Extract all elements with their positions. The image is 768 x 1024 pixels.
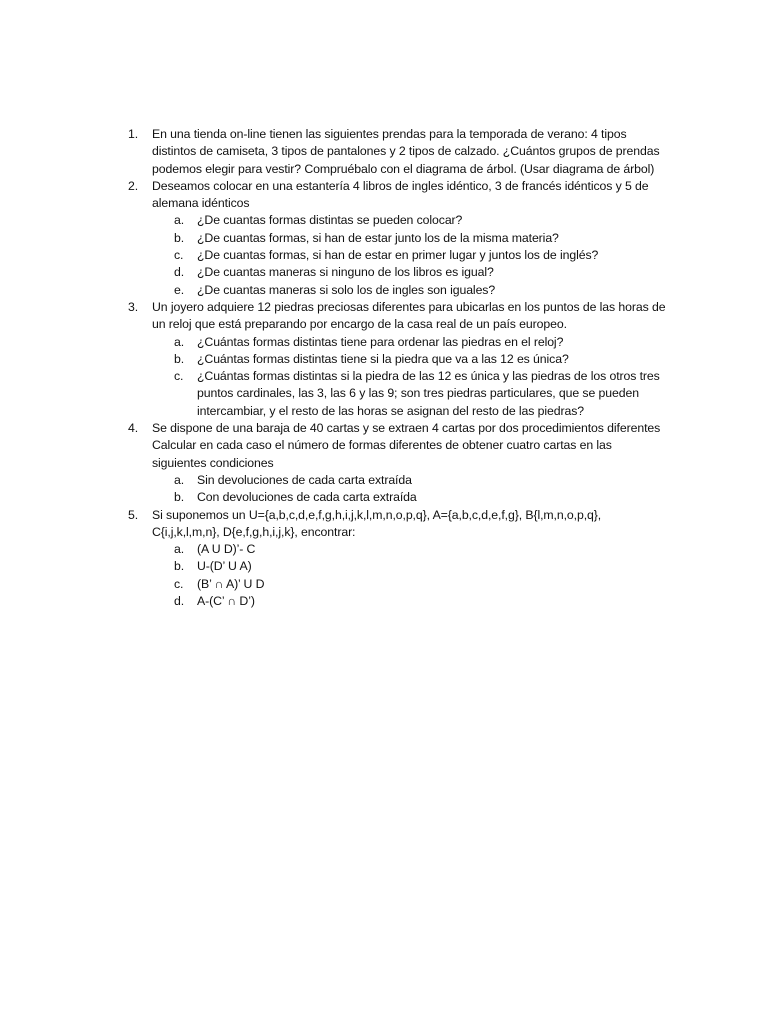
sub-question [152,247,668,264]
sub-question-list [152,472,668,507]
sub-question-text: A-(C’ ∩ D’) [197,594,255,609]
sub-question-letter: a. [174,472,185,487]
sub-question-letter: b. [174,351,185,366]
sub-question-letter: d. [174,265,185,280]
question-3 [128,299,668,420]
question-2 [128,178,668,299]
sub-question [152,368,668,420]
sub-question [152,576,668,593]
question-number: 4. [128,421,139,436]
sub-question-letter: b. [174,490,185,505]
sub-question [152,351,668,368]
sub-question-text: Sin devoluciones de cada carta extraída [197,472,412,487]
question-number: 1. [128,127,139,141]
sub-question-text: ¿Cuántas formas distintas tiene para ordenar las piedras en el reloj? [197,334,564,349]
sub-question [152,558,668,575]
sub-question-letter: d. [174,594,185,609]
question-text: Se dispone de una baraja de 40 cartas y se extraen 4 cartas por dos procedimientos diferentes Calcular en cada caso el número de formas diferentes de obtener cuatro cartas en las siguientes condiciones [152,421,661,470]
sub-question-text: ¿Cuántas formas distintas tiene si la piedra que va a las 12 es única? [197,351,569,366]
question-text: Un joyero adquiere 12 piedras preciosas diferentes para ubicarlas en los puntos de las horas de un reloj que está preparando por encargo de la casa real de un país europeo. [152,299,666,332]
sub-question-letter: a. [174,334,185,349]
sub-question-letter: a. [174,542,185,557]
question-number: 3. [128,299,139,314]
sub-question-text: (A U D)’- C [197,542,256,557]
sub-question-text: ¿De cuantas maneras si ninguno de los libros es igual? [197,265,494,280]
sub-question-text: Con devoluciones de cada carta extraída [197,490,417,505]
sub-question-list [152,212,668,298]
question-4 [128,420,668,506]
sub-question-letter: e. [174,282,185,297]
question-list [128,126,668,610]
sub-question-text: ¿Cuántas formas distintas si la piedra de las 12 es única y las piedras de los otros tres puntos cardinales, las 3, las 6 y las 9; son tres piedras particulares, que se pueden intercambiar, y el resto de las horas se asignan del resto de las piedras? [197,369,660,418]
sub-question [152,472,668,489]
sub-question-list [152,541,668,610]
sub-question-text: ¿De cuantas maneras si solo los de ingles son iguales? [197,282,496,297]
question-text: Si suponemos un U={a,b,c,d,e,f,g,h,i,j,k,l,m,n,o,p,q}, A={a,b,c,d,e,f,g}, B{l,m,n,o,p,q}, C{i,j,k,l,m,n}, D{e,f,g,h,i,j,k}, encontrar: [152,507,602,539]
sub-question-text: ¿De cuantas formas, si han de estar en primer lugar y juntos los de inglés? [197,248,599,263]
sub-question [152,593,668,610]
sub-question-letter: c. [174,248,184,263]
question-text: En una tienda on-line tienen las siguientes prendas para la temporada de verano: 4 tipos distintos de camiseta, 3 tipos de pantalones y 2 tipos de calzado. ¿Cuántos grupos de prendas podemos elegir para vestir? Compruébalo con el diagrama de árbol. (Usar diagrama de árbol) [152,127,660,176]
sub-question-text: U-(D’ U A) [197,559,252,574]
sub-question-text: ¿De cuantas formas distintas se pueden colocar? [197,213,463,228]
sub-question [152,541,668,558]
sub-question [152,489,668,506]
sub-question-letter: c. [174,369,184,384]
question-number: 2. [128,178,139,193]
sub-question-letter: a. [174,213,185,228]
question-5 [128,507,668,611]
sub-question-letter: c. [174,576,184,591]
question-number: 5. [128,507,139,522]
question-text: Deseamos colocar en una estantería 4 libros de ingles idéntico, 3 de francés idénticos y 5 de alemana idénticos [152,178,649,211]
sub-question [152,334,668,351]
sub-question-letter: b. [174,230,185,245]
sub-question [152,230,668,247]
sub-question-text: (B’ ∩ A)’ U D [197,576,265,591]
sub-question [152,212,668,229]
sub-question-letter: b. [174,559,185,574]
question-1 [128,126,668,178]
sub-question-list [152,334,668,420]
sub-question [152,264,668,281]
exercise-list [128,126,668,610]
sub-question [152,282,668,299]
sub-question-text: ¿De cuantas formas, si han de estar junto los de la misma materia? [197,230,559,245]
